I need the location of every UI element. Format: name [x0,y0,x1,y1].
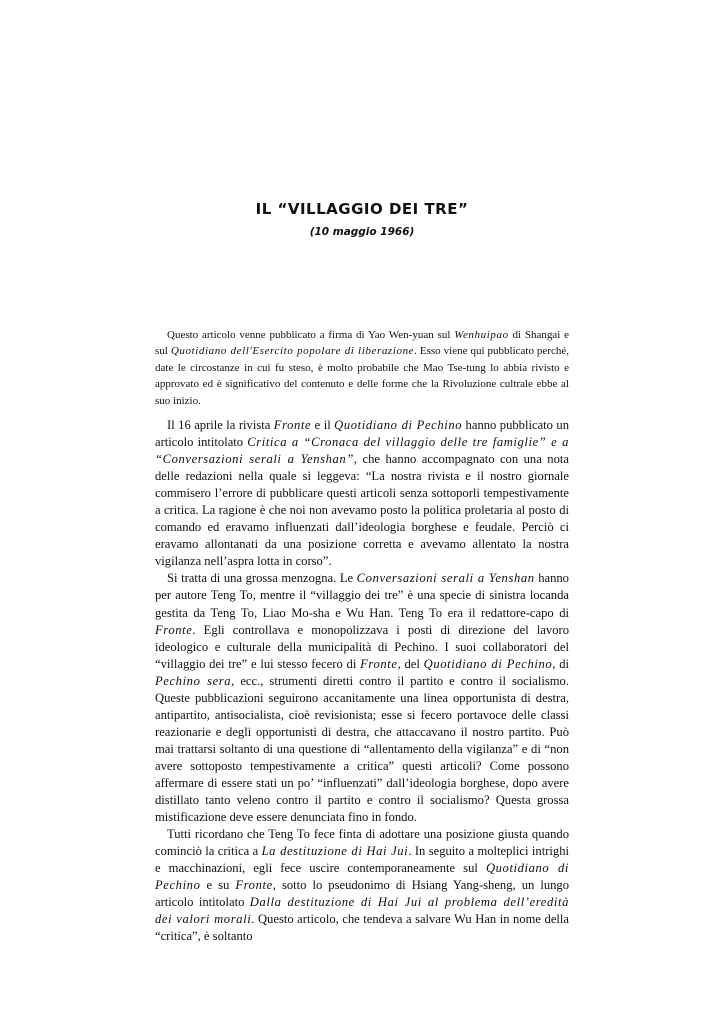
text-run: , che hanno accompagnato con una nota delle redazioni nella quale si leggeva: “La nostra rivista e il nostro giornale commisero l’errore di pubblicare questi articoli senza sottoporli tempestivamente a critica. La ragione è che noi non avevamo posto la politica proletaria al posto di comando ed eravamo influenzati dall’ideologia borghese e feudale. Perciò ci eravamo allontanati da una posizione corretta e avevamo allentato la nostra vigilanza nell’aspra lotta in corso”. [155,452,569,569]
text-run: . In seguito a molteplici intrighi e macchinazioni, egli fece uscire contemporaneamente sul [155,844,569,876]
text-run: hanno pubblicato un articolo intitolato [155,418,569,450]
publication-title: Quotidiano dell'Esercito popolare di liberazione [170,345,415,358]
publication-title: Fronte [273,418,312,432]
work-title: Dalla destituzione di Hai Jui al problema dell’eredità dei valori morali [155,895,569,927]
text-run: Tutti ricordano che Teng To fece finta di adottare una posizione giusta quando cominciò la critica a [155,827,569,859]
text-run: , ecc., strumenti diretti contro il partito e contro il socialismo. Queste pubblicazioni seguirono accanitamente una linea opportunista di destra, antipartito, antisocialista, cioè revisionista; esse si fecero portavoce delle classi reazionarie e degli opportunisti di destra, che attaccavano il nostro partito. Può mai trattarsi soltanto di una questione di “allentamento della vigilanza” e di “non avere sottoposto tempestivamente a critica” questi articoli? Come possono affermare di essere stati un po’ “influenzati” dall’ideologia borghese, dopo avere distillato tanto veleno contro il partito e contro il socialismo? Questa grossa mistificazione deve essere denunciata fino in fondo. [155,673,569,825]
editorial-note [155,327,569,409]
paragraph-1 [155,417,569,570]
text-run: Il 16 aprile la rivista [167,418,274,432]
publication-title: Pechino sera [155,673,232,688]
publication-title: Quotidiano di Pechino [423,656,553,671]
work-title: Critica a “Cronaca del villaggio delle tre famiglie” e a “Conversazioni serali a Yenshan” [155,435,569,467]
text-run: Questo articolo venne pubblicato a firma di Yao Wen-yuan sul [167,329,455,341]
text-run: . Questo articolo, che tendeva a salvare Wu Han in nome della “critica”, è soltanto [155,912,569,944]
publication-title: Wenhuipao [454,329,509,341]
text-run: , del [397,656,424,671]
publication-title: Quotidiano di Pechino [155,861,569,893]
text-run: hanno per autore Teng To, mentre il “villaggio dei tre” è una specie di sinistra locanda gestita da Teng To, Liao Mo-sha e Wu Han. Teng To era il redattore-capo di [155,571,569,620]
text-run: . Esso viene qui pubblicato perché, date le circostanze in cui fu steso, è molto probabile che Mao Tse-tung lo abbia rivisto e approvato ed è significativo del contenuto e delle forme che la Rivoluzione cultrale ebbe al suo inizio. [155,345,569,407]
text-run: , sotto lo pseudonimo di Hsiang Yang-sheng, un lungo articolo intitolato [155,878,570,910]
text-run: e il [311,418,335,432]
publication-title: Fronte [155,622,193,637]
work-title: Conversazioni serali a Yenshan [356,571,535,586]
text-run: e su [200,878,236,893]
paragraph-3 [155,826,569,945]
publication-title: Fronte [235,878,273,893]
paragraph-2 [155,570,569,826]
publication-title: Fronte [360,656,398,671]
text-run: . Egli controllava e monopolizzava i posti di direzione del lavoro ideologico e culturale della municipalità di Pechino. I suoi collaboratori del “villaggio dei tre” e lui stesso fecero di [155,622,569,671]
text-run: Si tratta di una grossa menzogna. Le [167,571,357,586]
text-run: di Shangai e sul [155,329,569,358]
article-title: IL “VILLAGGIO DEI TRE” [255,200,469,218]
publication-title: Quotidiano di Pechino [334,418,463,432]
article-date: (10 maggio 1966) [309,226,415,238]
article-body [155,417,569,945]
text-run: , di [552,656,570,671]
work-title: La destituzione di Hai Jui [261,844,409,859]
